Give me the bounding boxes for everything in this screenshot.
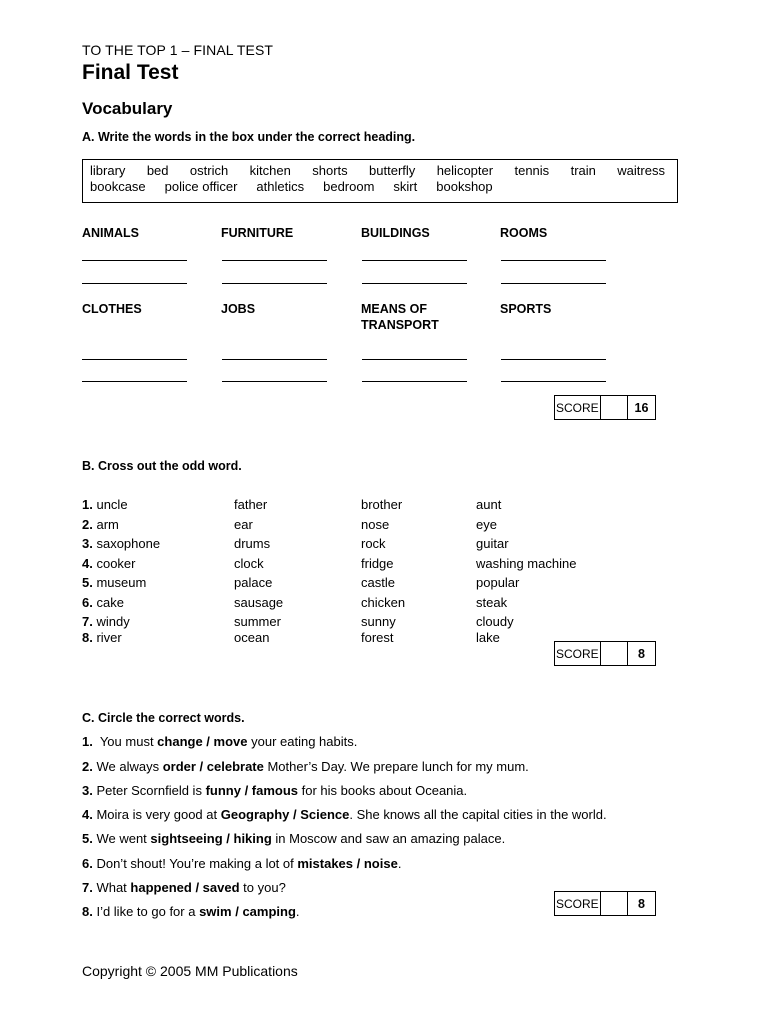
word-choice-option[interactable]: hiking bbox=[233, 831, 272, 846]
item-number: 3. bbox=[82, 536, 93, 551]
series-title: TO THE TOP 1 – FINAL TEST bbox=[82, 42, 274, 58]
odd-word-option[interactable]: aunt bbox=[476, 497, 502, 512]
item-number: 4. bbox=[82, 556, 93, 571]
word-choice-option[interactable]: Geography bbox=[220, 807, 290, 822]
word-text: museum bbox=[96, 575, 147, 590]
sentence-text: You must bbox=[92, 734, 158, 749]
odd-word-option[interactable]: chicken bbox=[361, 595, 406, 610]
option-separator: / bbox=[240, 783, 252, 798]
sentence-line bbox=[82, 734, 357, 749]
sentence-line bbox=[82, 856, 401, 871]
item-number: 4. bbox=[82, 807, 93, 822]
odd-word-option[interactable]: nose bbox=[361, 517, 390, 532]
option-separator: / bbox=[353, 856, 364, 871]
word-box-word: skirt bbox=[393, 179, 418, 194]
answer-line[interactable] bbox=[222, 260, 327, 261]
heading-furniture: FURNITURE bbox=[221, 226, 294, 240]
word-box-word: bookcase bbox=[90, 179, 146, 194]
part-b-instruction: B. Cross out the odd word. bbox=[82, 459, 242, 473]
item-number: 8. bbox=[82, 630, 93, 645]
item-number: 1. bbox=[82, 734, 93, 749]
item-number: 3. bbox=[82, 783, 93, 798]
word-choice-option[interactable]: Science bbox=[300, 807, 350, 822]
option-separator: / bbox=[195, 759, 207, 774]
word-choice-option[interactable]: happened bbox=[130, 880, 192, 895]
answer-line[interactable] bbox=[501, 359, 606, 360]
word-box-word: bookshop bbox=[436, 179, 493, 194]
sentence-line bbox=[82, 807, 607, 822]
word-choice-option[interactable]: move bbox=[213, 734, 248, 749]
word-choice-option[interactable]: mistakes bbox=[297, 856, 354, 871]
word-box-word: butterfly bbox=[369, 163, 416, 178]
odd-word-option[interactable] bbox=[82, 556, 136, 571]
sentence-text: your eating habits. bbox=[247, 734, 358, 749]
word-box-word: library bbox=[90, 163, 126, 178]
part-a-instruction: A. Write the words in the box under the correct heading. bbox=[82, 130, 416, 144]
odd-word-option[interactable]: popular bbox=[476, 575, 520, 590]
odd-word-option[interactable]: summer bbox=[234, 614, 281, 629]
item-number: 5. bbox=[82, 575, 93, 590]
word-text: saxophone bbox=[96, 536, 161, 551]
sentence-line bbox=[82, 904, 300, 919]
word-choice-option[interactable]: sightseeing bbox=[150, 831, 223, 846]
sentence-text: for his books about Oceania. bbox=[298, 783, 468, 798]
odd-word-option[interactable]: clock bbox=[234, 556, 264, 571]
item-number: 8. bbox=[82, 904, 93, 919]
sentence-text: . She knows all the capital cities in the world. bbox=[349, 807, 607, 822]
word-box-word: bedroom bbox=[323, 179, 375, 194]
sentence-line bbox=[82, 880, 286, 895]
option-separator: / bbox=[222, 831, 234, 846]
heading-buildings: BUILDINGS bbox=[361, 226, 430, 240]
word-text: windy bbox=[96, 614, 130, 629]
odd-word-option[interactable]: drums bbox=[234, 536, 271, 551]
word-choice-option[interactable]: noise bbox=[363, 856, 398, 871]
sentence-line bbox=[82, 783, 467, 798]
answer-line[interactable] bbox=[222, 283, 327, 284]
sentence-text: Don’t shout! You’re making a lot of bbox=[92, 856, 298, 871]
word-box-word: kitchen bbox=[249, 163, 291, 178]
word-box-word: shorts bbox=[312, 163, 348, 178]
word-text: uncle bbox=[96, 497, 128, 512]
item-number: 1. bbox=[82, 497, 93, 512]
word-box-word: bed bbox=[146, 163, 169, 178]
word-choice-option[interactable]: famous bbox=[251, 783, 299, 798]
sentence-text: We always bbox=[92, 759, 163, 774]
odd-word-option[interactable] bbox=[82, 630, 122, 645]
option-separator: / bbox=[191, 880, 203, 895]
word-choice-option[interactable]: order bbox=[162, 759, 196, 774]
word-box-row-2 bbox=[90, 179, 665, 194]
score-max: 8 bbox=[638, 896, 645, 911]
heading-rooms: ROOMS bbox=[500, 226, 548, 240]
word-box-word: police officer bbox=[164, 179, 238, 194]
option-separator: / bbox=[231, 904, 243, 919]
word-box-word: athletics bbox=[256, 179, 305, 194]
score-max: 8 bbox=[638, 646, 645, 661]
sentence-text: I’d like to go for a bbox=[92, 904, 200, 919]
word-choice-option[interactable]: saved bbox=[202, 880, 240, 895]
odd-word-option[interactable]: brother bbox=[361, 497, 403, 512]
score-label: SCORE bbox=[555, 892, 601, 915]
answer-line[interactable] bbox=[501, 260, 606, 261]
heading-clothes: CLOTHES bbox=[82, 302, 142, 316]
option-separator: / bbox=[289, 807, 301, 822]
word-box bbox=[82, 159, 678, 203]
heading-sports: SPORTS bbox=[500, 302, 552, 316]
sentence-text: to you? bbox=[239, 880, 286, 895]
odd-word-option[interactable]: steak bbox=[476, 595, 508, 610]
score-field[interactable] bbox=[601, 396, 628, 419]
sentence-text: in Moscow and saw an amazing palace. bbox=[271, 831, 506, 846]
odd-word-option[interactable]: lake bbox=[476, 630, 500, 645]
section-heading: Vocabulary bbox=[82, 99, 173, 118]
word-box-word: train bbox=[570, 163, 596, 178]
sentence-line bbox=[82, 831, 505, 846]
word-box-word: ostrich bbox=[189, 163, 229, 178]
part-c-instruction: C. Circle the correct words. bbox=[82, 711, 245, 725]
odd-word-option[interactable]: eye bbox=[476, 517, 497, 532]
odd-word-option[interactable]: washing machine bbox=[476, 556, 577, 571]
answer-line[interactable] bbox=[362, 381, 467, 382]
answer-line[interactable] bbox=[82, 283, 187, 284]
sentence-text: We went bbox=[92, 831, 151, 846]
word-choice-option[interactable]: funny bbox=[205, 783, 241, 798]
item-number: 5. bbox=[82, 831, 93, 846]
odd-word-option[interactable]: fridge bbox=[361, 556, 394, 571]
word-box-word: helicopter bbox=[436, 163, 494, 178]
sentence-text: Mother’s Day. We prepare lunch for my mum. bbox=[263, 759, 529, 774]
answer-line[interactable] bbox=[222, 359, 327, 360]
odd-word-option[interactable]: ear bbox=[234, 517, 253, 532]
odd-word-option[interactable]: palace bbox=[234, 575, 273, 590]
answer-line[interactable] bbox=[362, 283, 467, 284]
answer-line[interactable] bbox=[222, 381, 327, 382]
score-field[interactable] bbox=[601, 892, 628, 915]
score-label: SCORE bbox=[555, 642, 601, 665]
odd-word-option[interactable] bbox=[82, 517, 119, 532]
item-number: 2. bbox=[82, 759, 93, 774]
odd-word-option[interactable] bbox=[82, 614, 130, 629]
score-label: SCORE bbox=[555, 396, 601, 419]
score-field[interactable] bbox=[601, 642, 628, 665]
word-text: arm bbox=[96, 517, 119, 532]
copyright: Copyright © 2005 MM Publications bbox=[82, 963, 298, 979]
word-choice-option[interactable]: camping bbox=[242, 904, 296, 919]
answer-line[interactable] bbox=[82, 381, 187, 382]
score-box bbox=[554, 891, 656, 916]
odd-word-option[interactable]: ocean bbox=[234, 630, 270, 645]
item-number: 6. bbox=[82, 856, 93, 871]
word-choice-option[interactable]: change bbox=[157, 734, 203, 749]
sentence-text: Moira is very good at bbox=[92, 807, 221, 822]
sentence-text: . bbox=[295, 904, 300, 919]
answer-line[interactable] bbox=[362, 359, 467, 360]
answer-line[interactable] bbox=[501, 283, 606, 284]
sentence-text: . bbox=[397, 856, 402, 871]
odd-word-option[interactable]: guitar bbox=[476, 536, 509, 551]
odd-word-option[interactable]: father bbox=[234, 497, 268, 512]
option-separator: / bbox=[202, 734, 214, 749]
odd-word-option[interactable] bbox=[82, 536, 160, 551]
odd-word-option[interactable]: castle bbox=[361, 575, 395, 590]
sentence-text: Peter Scornfield is bbox=[92, 783, 206, 798]
word-box-word: waitress bbox=[617, 163, 665, 178]
score-box bbox=[554, 641, 656, 666]
heading-animals: ANIMALS bbox=[82, 226, 139, 240]
heading-means-of-transport: MEANS OF TRANSPORT bbox=[361, 302, 439, 332]
answer-line[interactable] bbox=[82, 359, 187, 360]
odd-word-option[interactable]: rock bbox=[361, 536, 386, 551]
word-choice-option[interactable]: celebrate bbox=[206, 759, 264, 774]
odd-word-option[interactable]: sunny bbox=[361, 614, 396, 629]
sentence-line bbox=[82, 759, 529, 774]
answer-line[interactable] bbox=[362, 260, 467, 261]
page-title: Final Test bbox=[82, 61, 179, 84]
sentence-text: What bbox=[92, 880, 131, 895]
item-number: 7. bbox=[82, 614, 93, 629]
odd-word-option[interactable] bbox=[82, 575, 146, 590]
item-number: 7. bbox=[82, 880, 93, 895]
score-box bbox=[554, 395, 656, 420]
item-number: 6. bbox=[82, 595, 93, 610]
odd-word-option[interactable] bbox=[82, 497, 128, 512]
word-choice-option[interactable]: swim bbox=[199, 904, 232, 919]
heading-jobs: JOBS bbox=[221, 302, 256, 316]
answer-line[interactable] bbox=[501, 381, 606, 382]
odd-word-option[interactable]: cloudy bbox=[476, 614, 514, 629]
word-text: cake bbox=[96, 595, 124, 610]
answer-line[interactable] bbox=[82, 260, 187, 261]
odd-word-option[interactable]: sausage bbox=[234, 595, 284, 610]
score-max: 16 bbox=[634, 400, 649, 415]
item-number: 2. bbox=[82, 517, 93, 532]
word-text: river bbox=[96, 630, 122, 645]
odd-word-option[interactable] bbox=[82, 595, 124, 610]
word-box-row-1 bbox=[90, 163, 665, 178]
word-text: cooker bbox=[96, 556, 136, 571]
word-box-word: tennis bbox=[514, 163, 550, 178]
odd-word-option[interactable]: forest bbox=[361, 630, 394, 645]
